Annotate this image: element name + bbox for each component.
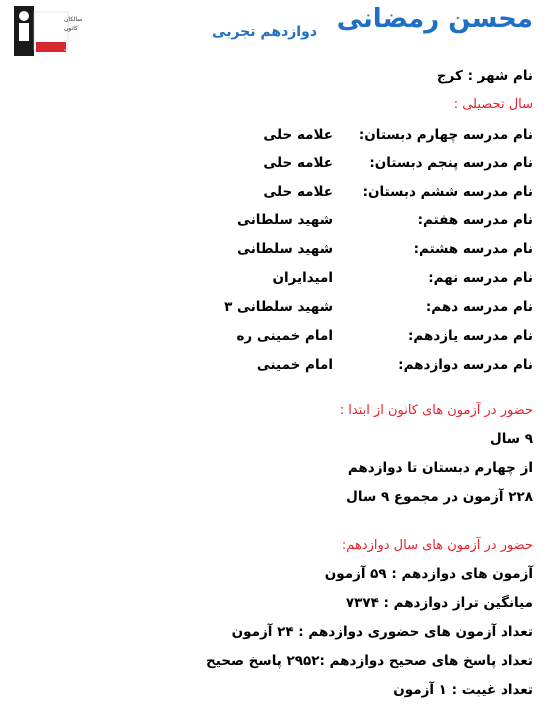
history-title: سال تحصیلی : bbox=[453, 97, 533, 112]
school-value: شهید سلطانی bbox=[237, 212, 333, 228]
school-value: علامه حلی bbox=[263, 127, 333, 143]
school-label: نام مدرسه چهارم دبستان: bbox=[358, 127, 533, 143]
logo-text-1: سالکان bbox=[64, 16, 83, 23]
school-value: امام خمینی bbox=[256, 357, 333, 373]
logo-text-3: قلمچی bbox=[64, 45, 82, 52]
school-label: نام مدرسه دهم: bbox=[425, 299, 533, 315]
school-value: علامه حلی bbox=[263, 184, 333, 200]
school-label: نام مدرسه دوازدهم: bbox=[398, 357, 533, 373]
city-line: نام شهر : کرج bbox=[436, 68, 533, 84]
school-value: شهید سلطانی ۳ bbox=[224, 299, 333, 315]
school-value: شهید سلطانی bbox=[237, 241, 333, 257]
school-label: نام مدرسه یازدهم: bbox=[407, 328, 533, 344]
twelfth-section-title: حضور در آزمون های سال دوازدهم: bbox=[341, 538, 533, 553]
twelfth-exams-count: آزمون های دوازدهم : ۵۹ آزمون bbox=[324, 566, 533, 582]
school-value: امام خمینی ره bbox=[236, 328, 333, 344]
school-row-6 bbox=[223, 184, 533, 206]
school-label: نام مدرسه هفتم: bbox=[417, 212, 533, 228]
kanoon-logo bbox=[14, 6, 83, 56]
school-row-8 bbox=[223, 241, 533, 263]
grade-label: دوازدهم تجربی bbox=[212, 24, 317, 40]
school-label: نام مدرسه نهم: bbox=[428, 270, 533, 286]
school-row-10 bbox=[223, 299, 533, 321]
school-row-5 bbox=[223, 155, 533, 177]
twelfth-in-person-count: تعداد آزمون های حضوری دوازدهم : ۲۴ آزمون bbox=[231, 624, 533, 640]
school-row-12 bbox=[223, 357, 533, 379]
school-row-7 bbox=[223, 212, 533, 234]
logo-text-2: کانون bbox=[64, 25, 78, 32]
school-row-9 bbox=[223, 270, 533, 292]
school-label: نام مدرسه پنجم دبستان: bbox=[369, 155, 533, 171]
kanoon-section-title: حضور در آزمون های کانون از ابتدا : bbox=[339, 403, 533, 418]
twelfth-absences: تعداد غیبت : ۱ آزمون bbox=[393, 682, 533, 698]
school-row-11 bbox=[223, 328, 533, 350]
twelfth-correct-answers: تعداد پاسخ های صحیح دوازدهم :۲۹۵۲ پاسخ صحیح bbox=[205, 653, 533, 669]
twelfth-average-score: میانگین تراز دوازدهم : ۷۳۷۴ bbox=[345, 595, 533, 611]
kanoon-range: از چهارم دبستان تا دوازدهم bbox=[347, 460, 533, 476]
kanoon-years: ۹ سال bbox=[489, 431, 533, 447]
school-label: نام مدرسه ششم دبستان: bbox=[362, 184, 533, 200]
kanoon-total-exams: ۲۲۸ آزمون در مجموع ۹ سال bbox=[346, 489, 533, 505]
school-value: علامه حلی bbox=[263, 155, 333, 171]
school-label: نام مدرسه هشتم: bbox=[413, 241, 533, 257]
school-row-4 bbox=[223, 127, 533, 149]
school-value: امیدایران bbox=[272, 270, 333, 286]
student-name: محسن رمضانی bbox=[336, 4, 533, 34]
